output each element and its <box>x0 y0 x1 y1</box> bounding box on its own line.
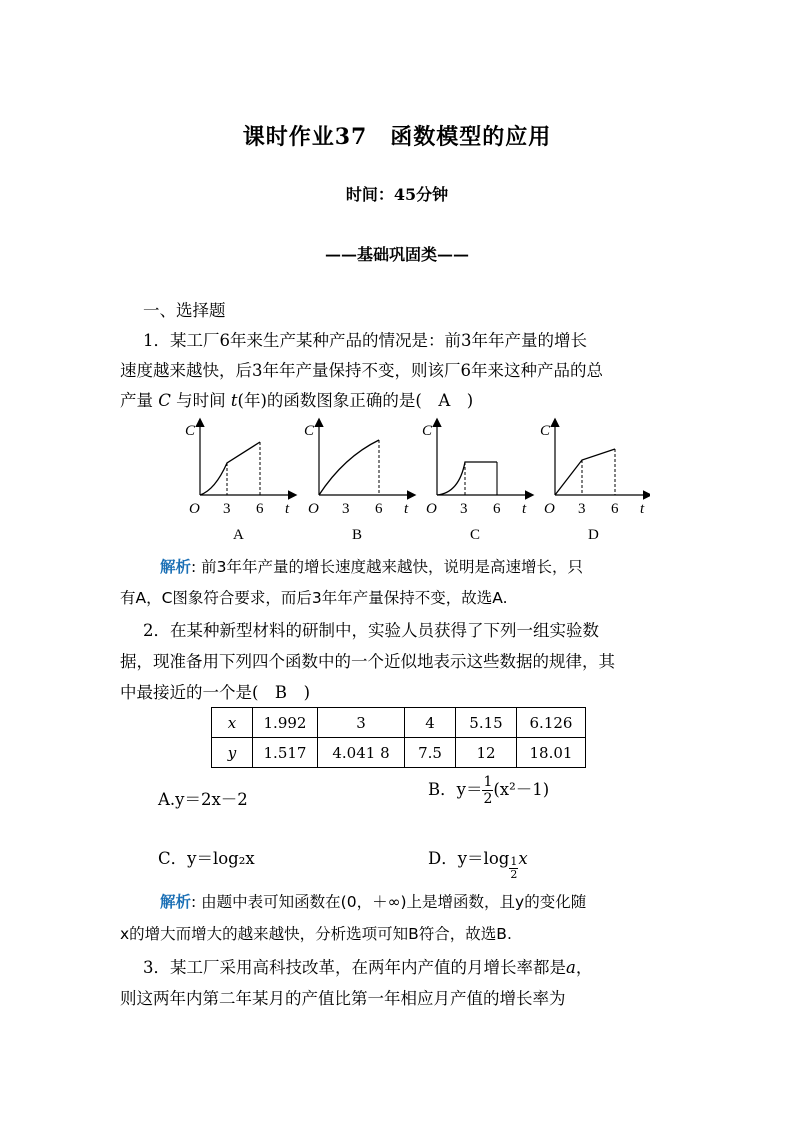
fraction-numerator: 1 <box>483 774 493 790</box>
graph-origin-label: O <box>544 501 555 517</box>
table-cell: 4 <box>405 708 456 738</box>
q2-option-d <box>428 845 528 881</box>
graph-a <box>185 420 295 543</box>
graph-axis-y-label: C <box>304 423 315 439</box>
option-d-prefix: D．y＝log <box>428 849 510 868</box>
graph-tick-3: 3 <box>578 501 586 517</box>
graph-label: C <box>470 527 481 543</box>
table-row-x <box>212 708 586 738</box>
q2-option-a: A.y＝2x－2 <box>158 790 248 809</box>
q2-line-2: 据，现准备用下列四个函数中的一个近似地表示这些数据的规律，其 <box>120 652 615 671</box>
table-cell: 1.992 <box>253 708 318 738</box>
graph-origin-label: O <box>308 501 319 517</box>
var-t: t <box>230 391 238 410</box>
part-heading: 一、选择题 <box>143 301 226 320</box>
graph-axis-y-label: C <box>540 423 551 439</box>
table-cell: x <box>212 708 253 738</box>
q2-line-3: 中最接近的一个是( B ) <box>120 683 310 702</box>
q1-graphs <box>170 415 650 545</box>
graph-axis-x-label: t <box>640 501 645 517</box>
option-b-suffix: (x²－1) <box>493 780 550 799</box>
q2-option-c: C．y＝log₂x <box>158 849 255 868</box>
fraction-one-half <box>482 774 493 807</box>
graph-tick-6: 6 <box>375 501 383 517</box>
graph-d <box>540 420 650 543</box>
table-cell: 7.5 <box>405 738 456 768</box>
explanation-text: : 前3年年产量的增长速度越来越快，说明是高速增长，只 <box>191 558 584 576</box>
log-base-fraction <box>509 856 518 881</box>
time-limit: 时间：45分钟 <box>345 185 449 204</box>
graph-c <box>422 420 532 543</box>
graph-tick-6: 6 <box>256 501 264 517</box>
table-cell: 3 <box>318 708 405 738</box>
graph-label: B <box>352 527 363 543</box>
section-heading: ——基础巩固类—— <box>324 245 469 264</box>
q1-line-3 <box>120 387 680 411</box>
graph-tick-3: 3 <box>223 501 231 517</box>
table-cell: 4.041 8 <box>318 738 405 768</box>
q1-line-1: 1．某工厂6年来生产某种产品的情况是：前3年年产量的增长 <box>143 331 587 350</box>
graph-axis-y-label: C <box>422 423 433 439</box>
q3-text: ， <box>575 958 593 977</box>
graph-b <box>304 420 414 543</box>
table-cell: 5.15 <box>456 708 517 738</box>
fraction-denominator: 2 <box>483 791 493 807</box>
q3-text: 3．某工厂采用高科技改革，在两年内产值的月增长率都是 <box>143 958 566 977</box>
graph-tick-3: 3 <box>342 501 350 517</box>
table-cell: 6.126 <box>517 708 586 738</box>
fraction-numerator: 1 <box>510 855 518 868</box>
table-row-y <box>212 738 586 768</box>
q2-explanation-line-2: x的增大而增大的越来越快，分析选项可知B符合，故选B. <box>120 925 512 943</box>
table-cell: 12 <box>456 738 517 768</box>
explanation-text: : 由题中表可知函数在(0，＋∞)上是增函数，且y的变化随 <box>191 893 587 911</box>
q1-text: 与时间 <box>176 391 226 410</box>
table-cell: 18.01 <box>517 738 586 768</box>
q1-explanation-line-1 <box>160 555 720 577</box>
graph-label: D <box>588 527 599 543</box>
graph-origin-label: O <box>426 501 437 517</box>
q1-text: 产量 <box>120 391 153 410</box>
q1-text: (年)的函数图象正确的是( A ) <box>237 391 474 410</box>
page-title: 课时作业37 函数模型的应用 <box>242 124 552 150</box>
q3-line-2: 则这两年内第二年某月的产值比第一年相应月产值的增长率为 <box>120 989 566 1008</box>
graph-label: A <box>233 527 244 543</box>
var-a: a <box>566 958 576 977</box>
option-b-prefix: B．y＝ <box>428 780 483 799</box>
option-d-suffix: x <box>518 849 528 868</box>
graph-axis-x-label: t <box>404 501 409 517</box>
graph-origin-label: O <box>189 501 200 517</box>
graph-tick-6: 6 <box>611 501 619 517</box>
graph-tick-6: 6 <box>493 501 501 517</box>
q1-line-2: 速度越来越快，后3年年产量保持不变，则该厂6年来这种产品的总 <box>120 361 603 380</box>
q2-option-b <box>428 774 549 807</box>
var-c: C <box>158 391 171 410</box>
q1-explanation-line-2: 有A，C图象符合要求，而后3年年产量保持不变，故选A. <box>120 589 508 607</box>
table-cell: y <box>212 738 253 768</box>
explanation-label: 解析 <box>160 558 192 576</box>
graph-axis-x-label: t <box>285 501 290 517</box>
graph-axis-y-label: C <box>185 423 196 439</box>
explanation-label: 解析 <box>160 893 192 911</box>
graph-tick-3: 3 <box>460 501 468 517</box>
q2-data-table <box>211 707 586 768</box>
fraction-denominator: 2 <box>510 868 518 881</box>
q2-line-1: 2．在某种新型材料的研制中，实验人员获得了下列一组实验数 <box>143 621 599 640</box>
q2-explanation-line-1 <box>160 890 720 912</box>
graph-axis-x-label: t <box>522 501 527 517</box>
q3-line-1 <box>143 954 703 978</box>
table-cell: 1.517 <box>253 738 318 768</box>
